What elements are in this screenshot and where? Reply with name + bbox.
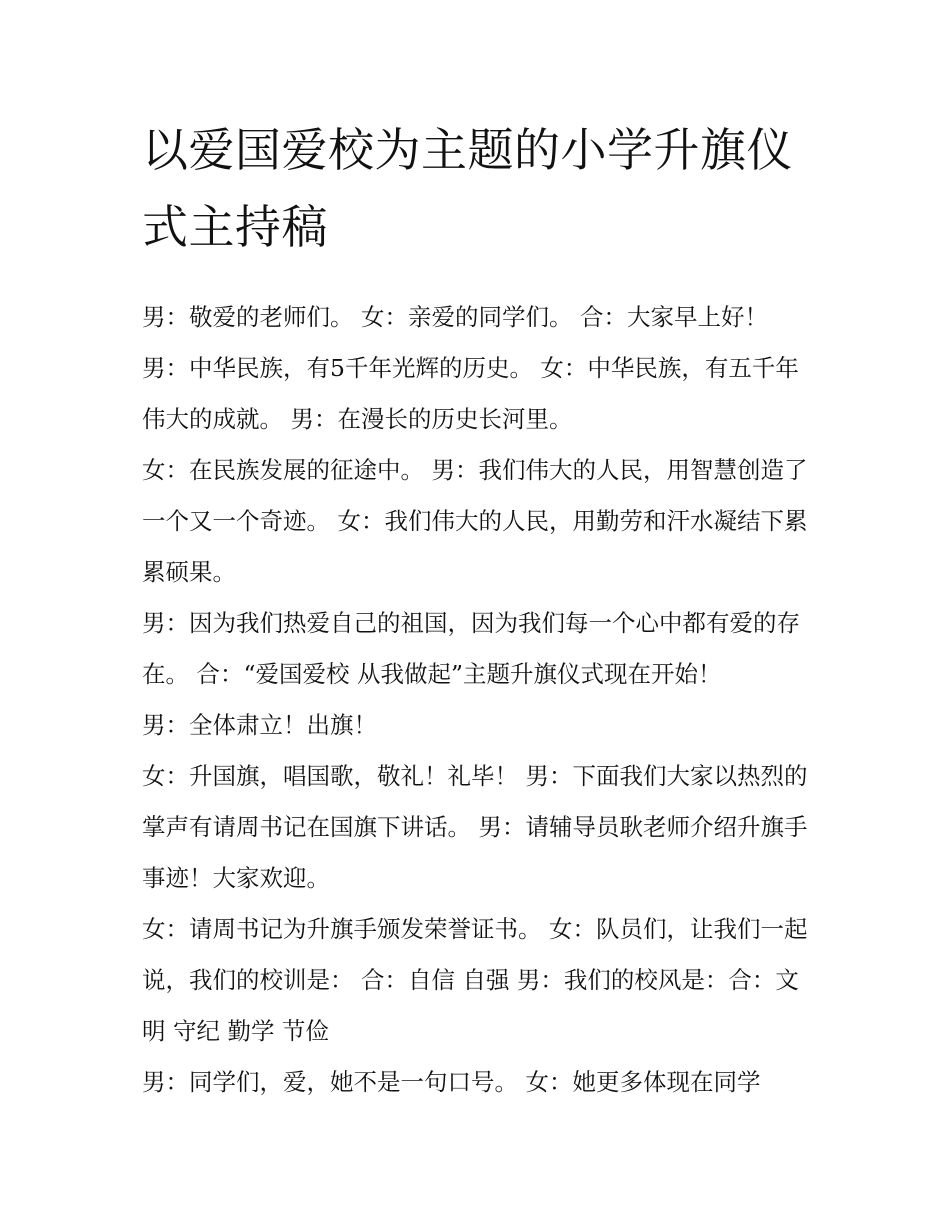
- paragraph: 女：请周书记为升旗手颁发荣誉证书。 女：队员们，让我们一起说，我们的校训是： 合：自信 自强 男：我们的校风是：合：文明 守纪 勤学 节俭: [142, 915, 808, 1045]
- document-title: 以爱国爱校为主题的小学升旗仪式主持稿: [142, 123, 793, 254]
- document-body: [142, 292, 822, 1108]
- document-page: [142, 112, 822, 1108]
- paragraph: 男：中华民族，有5千年光辉的历史。 女：中华民族，有五千年伟大的成就。 男：在漫长的历史长河里。: [142, 354, 799, 433]
- paragraph: 男：全体肃立！出旗！: [142, 711, 377, 739]
- paragraph: 女：在民族发展的征途中。 男：我们伟大的人民，用智慧创造了一个又一个奇迹。 女：我们伟大的人民，用勤劳和汗水凝结下累累硕果。: [142, 456, 808, 586]
- paragraph: 男：因为我们热爱自己的祖国，因为我们每一个心中都有爱的存在。 合：“爱国爱校 从我做起”主题升旗仪式现在开始！: [142, 609, 800, 688]
- paragraph: 男：敬爱的老师们。 女：亲爱的同学们。 合：大家早上好！: [142, 303, 768, 331]
- paragraph: 男：同学们，爱，她不是一句口号。 女：她更多体现在同学: [142, 1068, 761, 1096]
- paragraph: 女：升国旗，唱国歌，敬礼！礼毕！ 男：下面我们大家以热烈的掌声有请周书记在国旗下讲话。 男：请辅导员耿老师介绍升旗手事迹！大家欢迎。: [142, 762, 808, 892]
